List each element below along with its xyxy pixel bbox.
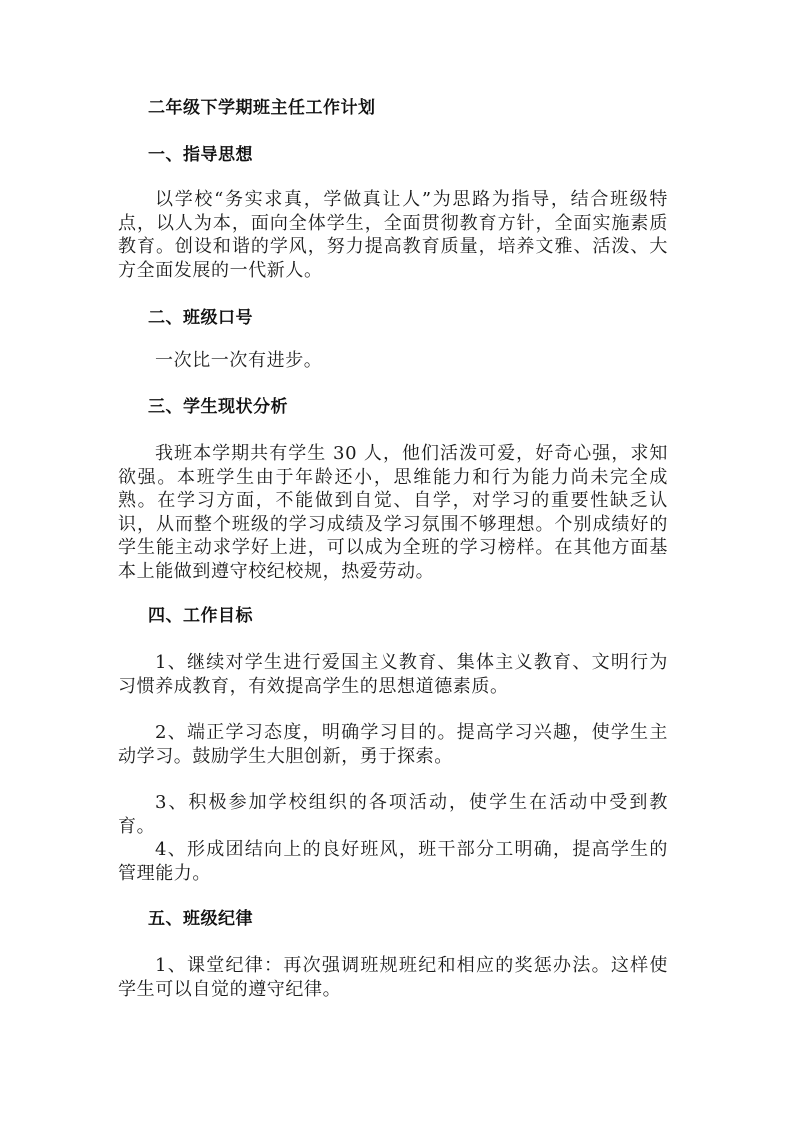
section-heading-work-goals: 四、工作目标: [148, 606, 253, 626]
section-paragraph: 以学校“务实求真，学做真让人”为思路为指导，结合班级特点，以人为本，面向全体学生，全面贯彻教育方针，全面实施素质教育。创设和谐的学风，努力提高教育质量，培养文雅、活泼、大方全面发展的一代新人。: [118, 189, 668, 281]
discipline-item: 1、课堂纪律：再次强调班规班纪和相应的奖惩办法。这样使学生可以自觉的遵守纪律。: [118, 955, 668, 1000]
document-title: 二年级下学期班主任工作计划: [148, 98, 376, 118]
section-paragraph: 我班本学期共有学生 30 人，他们活泼可爱，好奇心强，求知欲强。本班学生由于年龄还小，思维能力和行为能力尚未完全成熟。在学习方面，不能做到自觉、自学，对学习的重要性缺乏认识，从而整个班级的学习成绩及学习氛围不够理想。个别成绩好的学生能主动求学好上进，可以成为全班的学习榜样。在其他方面基本上能做到遵守校纪校规，热爱劳动。: [118, 443, 668, 582]
goal-item: 2、端正学习态度，明确学习目的。提高学习兴趣，使学生主动学习。鼓励学生大胆创新，勇于探索。: [118, 722, 668, 767]
section-heading-class-slogan: 二、班级口号: [148, 308, 253, 328]
section-heading-class-discipline: 五、班级纪律: [148, 909, 253, 929]
section-heading-student-analysis: 三、学生现状分析: [148, 397, 288, 417]
goal-item: 1、继续对学生进行爱国主义教育、集体主义教育、文明行为习惯养成教育，有效提高学生的思想道德素质。: [118, 652, 668, 697]
section-paragraph: 一次比一次有进步。: [155, 350, 323, 371]
section-heading-guiding-ideology: 一、指导思想: [148, 145, 253, 165]
goal-item: 3、积极参加学校组织的各项活动，使学生在活动中受到教育。: [118, 792, 668, 837]
goal-item: 4、形成团结向上的良好班风，班干部分工明确，提高学生的管理能力。: [118, 839, 668, 884]
